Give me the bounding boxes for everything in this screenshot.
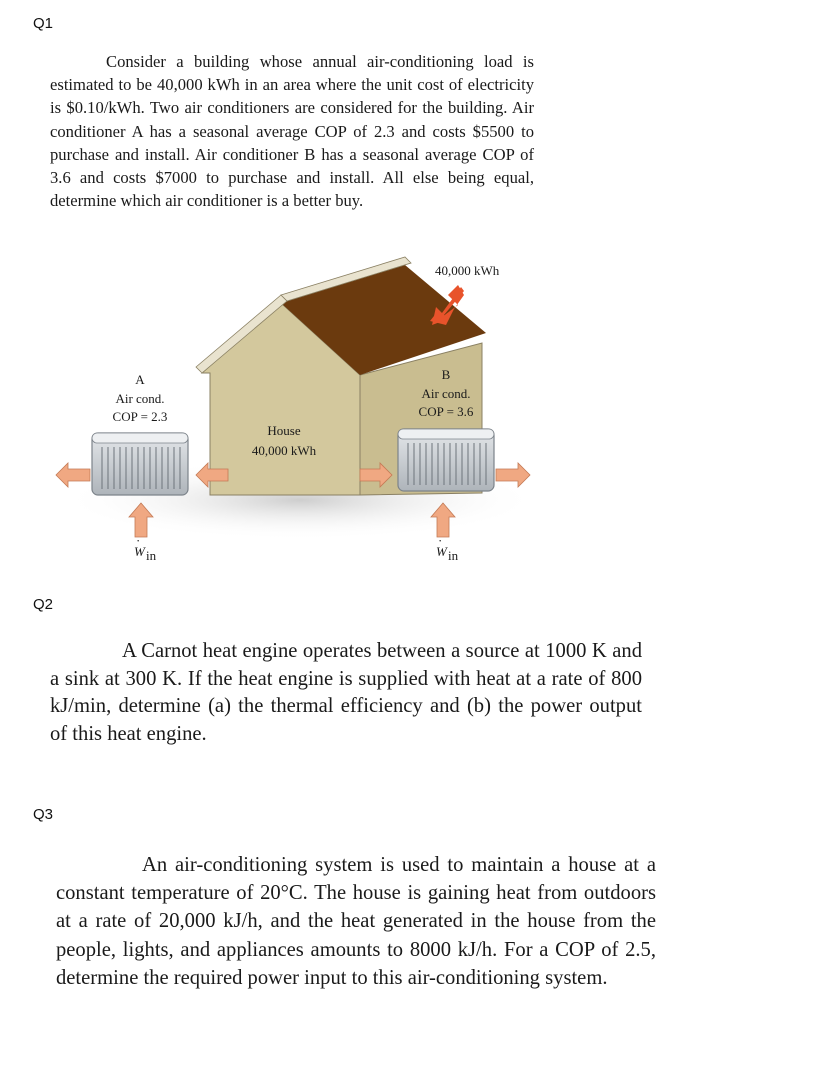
roof-load-label: 40,000 kWh [435, 263, 500, 278]
ac-a-cop: COP = 2.3 [112, 409, 168, 424]
svg-text:W: W [436, 544, 447, 559]
question-1-body: Consider a building whose annual air-conditioning load is estimated to be 40,000 kWh in an area where the unit cost of electricity is $0.10/kWh. Two air conditioners are considered for the building. Air conditioner A has a seasonal average COP of 2.3 and costs $5500 to purchase and install. Air conditioner B has a seasonal average COP of 3.6 and costs $7000 to purchase and install. All else being equal, determine which air conditioner is a better buy. [50, 52, 534, 211]
house-load-label: 40,000 kWh [251, 443, 317, 458]
ac-a-work-dot: · [136, 533, 141, 548]
ac-a-work-label [134, 533, 157, 563]
question-3-body: An air-conditioning system is used to maintain a house at a constant temperature of 20°C. The house is gaining heat from outdoors at a rate of 20,000 kJ/h, and the heat generated in the house from the people, lights, and appliances amounts to 8000 kJ/h. For a COP of 2.5, determine the required power input to this air-conditioning system. [56, 854, 656, 989]
question-1-label: Q1 [33, 15, 54, 32]
question-3-label: Q3 [33, 806, 54, 823]
question-2-body: A Carnot heat engine operates between a source at 1000 K and a sink at 300 K. If the heat engine is supplied with heat at a rate of 800 kJ/min, determine (a) the thermal efficiency and (b) the power output of this heat engine. [50, 640, 642, 745]
house-label: House [267, 423, 301, 438]
ac-b-cop: COP = 3.6 [418, 404, 474, 419]
svg-text:in: in [146, 548, 157, 563]
ac-a-letter: A [135, 372, 145, 387]
question-3-text [56, 851, 656, 992]
ac-a-name: Air cond. [115, 391, 165, 406]
svg-text:W: W [134, 544, 145, 559]
air-conditioner-figure [50, 255, 540, 575]
ac-unit-a [92, 433, 188, 495]
ac-b-work-dot: · [438, 533, 443, 548]
question-2-label: Q2 [33, 596, 54, 613]
ac-b-letter: B [441, 367, 451, 382]
question-1-text [50, 50, 534, 212]
svg-text:in: in [448, 548, 459, 563]
ac-unit-b [398, 429, 494, 491]
ac-b-name: Air cond. [421, 386, 471, 401]
ac-b-work-label [436, 533, 459, 563]
question-2-text [50, 638, 642, 748]
